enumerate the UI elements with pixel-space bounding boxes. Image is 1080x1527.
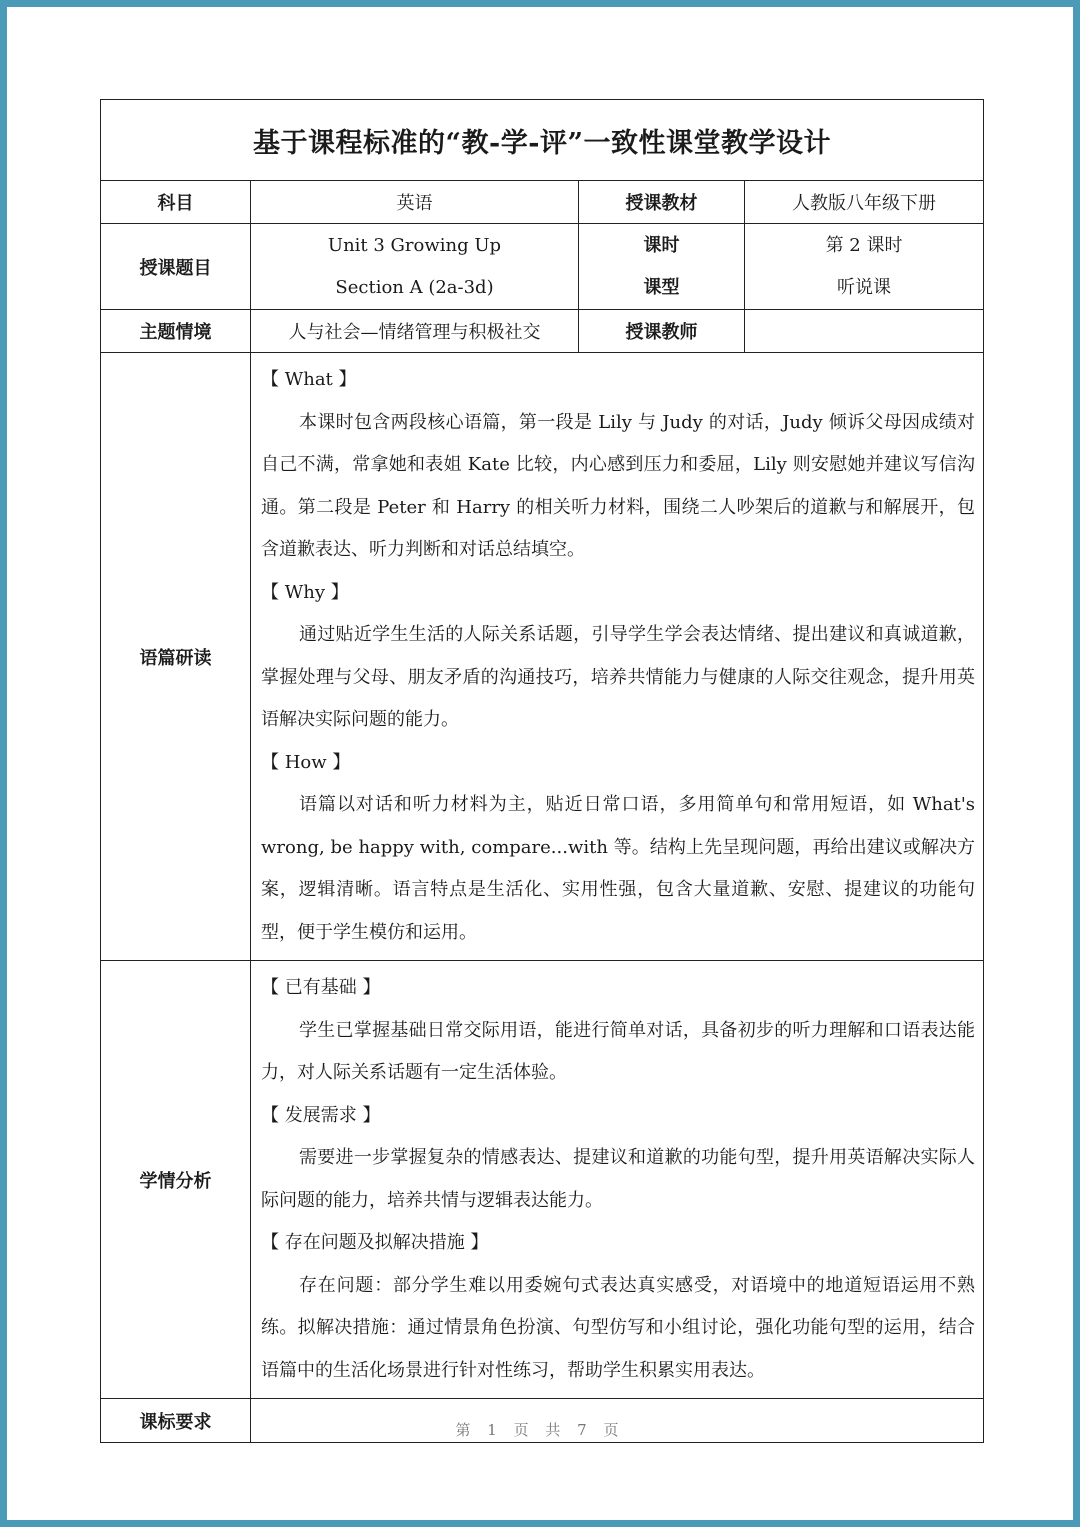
text-study-content: [251, 353, 984, 961]
teacher-value: [745, 310, 984, 353]
needs-paragraph: 需要进一步掌握复杂的情感表达、提建议和道歉的功能句型，提升用英语解决实际人际问题的能力，培养共情与逻辑表达能力。: [261, 1147, 976, 1211]
topic-unit: Unit 3 Growing Up: [327, 234, 502, 256]
lesson-plan-document: [100, 99, 983, 1443]
document-title: 基于课程标准的“教-学-评”一致性课堂教学设计: [101, 100, 984, 181]
type-label: 课型: [643, 276, 680, 298]
subject-value: 英语: [251, 181, 579, 224]
needs-heading: 【 发展需求 】: [261, 1104, 381, 1126]
what-paragraph: 本课时包含两段核心语篇，第一段是 Lily 与 Judy 的对话，Judy 倾诉父母因成绩对自己不满，常拿她和表姐 Kate 比较，内心感到压力和委屈，Lily 则安慰她并建议写信沟通。第二段是 Peter 和 Harry 的相关听力材料，围绕二人吵架后的道歉与和解展开，包含道歉表达、听力判断和对话总结填空。: [261, 411, 976, 560]
period-value: 第 2 课时: [825, 234, 903, 256]
theme-label: 主题情境: [101, 310, 251, 353]
textbook-value: 人教版八年级下册: [745, 181, 984, 224]
subject-label: 科目: [101, 181, 251, 224]
textbook-label: 授课教材: [579, 181, 745, 224]
basis-paragraph: 学生已掌握基础日常交际用语，能进行简单对话，具备初步的听力理解和口语表达能力，对人际关系话题有一定生活体验。: [261, 1019, 976, 1083]
theme-value: 人与社会—情绪管理与积极社交: [251, 310, 579, 353]
period-type-values: [745, 224, 984, 310]
teacher-label: 授课教师: [579, 310, 745, 353]
basis-heading: 【 已有基础 】: [261, 977, 381, 998]
period-type-labels: [579, 224, 745, 310]
type-value: 听说课: [837, 276, 892, 298]
learner-analysis-content: [251, 961, 984, 1399]
why-paragraph: 通过贴近学生生活的人际关系话题，引导学生学会表达情绪、提出建议和真诚道歉，掌握处理与父母、朋友矛盾的沟通技巧，培养共情能力与健康的人际交往观念，提升用英语解决实际问题的能力。: [261, 624, 976, 730]
how-heading: 【 How 】: [261, 751, 351, 773]
why-heading: 【 Why 】: [261, 581, 349, 603]
page-number-footer: 第 1 页 共 7 页: [455, 1421, 625, 1439]
what-heading: 【 What 】: [261, 369, 357, 390]
issues-paragraph: 存在问题：部分学生难以用委婉句式表达真实感受，对语境中的地道短语运用不熟练。拟解决措施：通过情景角色扮演、句型仿写和小组讨论，强化功能句型的运用，结合语篇中的生活化场景进行针对性练习，帮助学生积累实用表达。: [261, 1274, 976, 1381]
text-study-label: 语篇研读: [101, 353, 251, 961]
topic-value: [251, 224, 579, 310]
lesson-plan-table: [100, 99, 984, 1443]
curriculum-label: 课标要求: [101, 1399, 251, 1443]
period-label: 课时: [643, 234, 680, 256]
topic-label: 授课题目: [101, 224, 251, 310]
issues-heading: 【 存在问题及拟解决措施 】: [261, 1232, 489, 1253]
learner-analysis-label: 学情分析: [101, 961, 251, 1399]
how-paragraph: 语篇以对话和听力材料为主，贴近日常口语，多用简单句和常用短语，如 What's wrong, be happy with, compare...with 等。结构上先呈现问题，再给出建议或解决方案，逻辑清晰。语言特点是生活化、实用性强，包含大量道歉、安慰、提建议的功能句型，便于学生模仿和运用。: [261, 794, 976, 943]
topic-section: Section A (2a-3d): [335, 276, 494, 298]
